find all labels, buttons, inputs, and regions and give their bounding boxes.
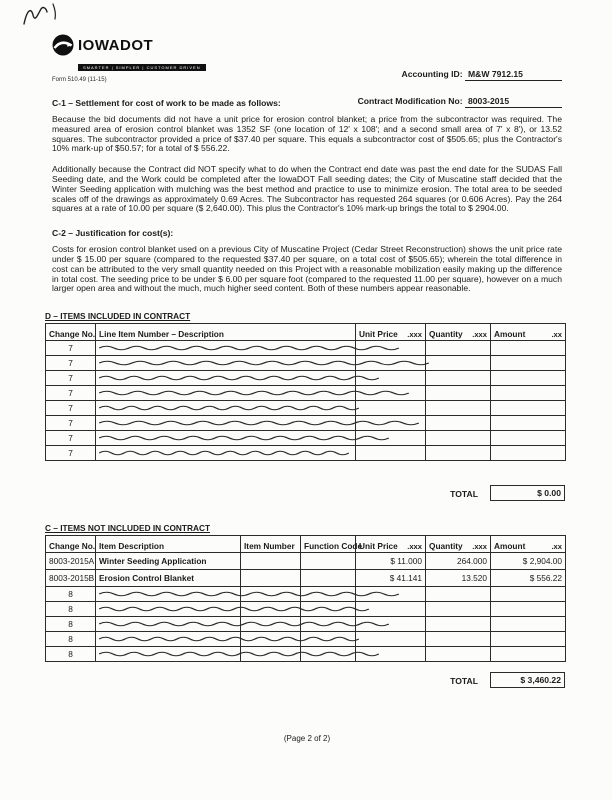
- amount-cell: [491, 416, 566, 431]
- function-code-cell: [301, 587, 356, 602]
- column-header-item-number: Item Number: [241, 536, 301, 553]
- table-row: [46, 553, 566, 570]
- change-no-cell: 7: [46, 446, 96, 461]
- change-no-cell: 8: [46, 647, 96, 662]
- description-cell: [96, 647, 241, 662]
- description-cell: [96, 341, 356, 356]
- unit-price-cell: [356, 356, 426, 371]
- change-no-cell: 8: [46, 617, 96, 632]
- table-d-total-row: [45, 485, 565, 501]
- quantity-cell: [426, 401, 491, 416]
- description-cell: [96, 386, 356, 401]
- description-cell: [96, 602, 241, 617]
- quantity-cell: [426, 416, 491, 431]
- function-code-cell: [301, 602, 356, 617]
- table-d-header-row: [46, 324, 566, 341]
- c1-paragraph-2: Additionally because the Contract did NOT specify what to do when the Contract end date was past the end date for the SUDAS Fall Seeding date, and the Work could be completed after the IowaDOT Fall seeding dates; the City of Muscatine staff decided that the Winter Seeding application with mulching was the best method and practice to use to minimize erosion. The total area to be seeded scales off of the drawings as approximately 0.69 Acres. The Subcontractor has requested 264 squares (or 0.606 Acres). Pay the 264 squares at a rate of 10.00 per square ($ 2,640.00). This plus the Contractor's 10% mark-up brings the total to $ 2904.00.: [52, 164, 562, 214]
- logo-block: [52, 34, 206, 83]
- amount-cell: [491, 647, 566, 662]
- description-cell: [96, 617, 241, 632]
- total-label: TOTAL: [450, 489, 478, 500]
- column-header-item-description: Item Description: [96, 536, 241, 553]
- table-row: [46, 356, 566, 371]
- amount-cell: [491, 386, 566, 401]
- change-no-cell: 8: [46, 587, 96, 602]
- quantity-cell: [426, 647, 491, 662]
- change-no-cell: 7: [46, 416, 96, 431]
- quantity-cell: 13.520: [426, 570, 491, 587]
- description-cell: [96, 587, 241, 602]
- contract-modification-line: [358, 96, 562, 108]
- page-footer: (Page 2 of 2): [283, 734, 331, 744]
- item-number-cell: [241, 570, 301, 587]
- c1-heading-row: [52, 96, 562, 108]
- page-header: [52, 34, 562, 83]
- column-header-amount: Amount .xx: [491, 536, 566, 553]
- quantity-cell: [426, 587, 491, 602]
- c1-heading: C-1 – Settlement for cost of work to be made as follows:: [52, 98, 281, 108]
- column-header-change-no: Change No.: [46, 324, 96, 341]
- function-code-cell: [301, 647, 356, 662]
- unit-price-cell: [356, 632, 426, 647]
- unit-price-cell: [356, 647, 426, 662]
- change-no-cell: 7: [46, 356, 96, 371]
- description-cell: [96, 632, 241, 647]
- table-d-title: D – ITEMS INCLUDED IN CONTRACT: [45, 311, 191, 322]
- description-cell: [96, 401, 356, 416]
- table-c-title: C – ITEMS NOT INCLUDED IN CONTRACT: [45, 523, 211, 534]
- iowa-dot-logo-icon: [52, 34, 74, 56]
- table-row: [46, 386, 566, 401]
- description-cell: [96, 416, 356, 431]
- unit-price-cell: $ 41.141: [356, 570, 426, 587]
- table-d-total-value: $ 0.00: [490, 485, 565, 501]
- quantity-cell: [426, 431, 491, 446]
- amount-cell: [491, 617, 566, 632]
- handwritten-mark: [20, 2, 80, 30]
- table-row: [46, 446, 566, 461]
- brand-tagline: SMARTER | SIMPLER | CUSTOMER DRIVEN: [78, 64, 206, 71]
- column-header-quantity: Quantity .xxx: [426, 324, 491, 341]
- item-number-cell: [241, 647, 301, 662]
- column-header-unit-price: Unit Price .xxx: [356, 536, 426, 553]
- table-row: [46, 401, 566, 416]
- unit-price-cell: [356, 602, 426, 617]
- change-no-cell: 7: [46, 401, 96, 416]
- quantity-cell: [426, 602, 491, 617]
- amount-cell: $ 2,904.00: [491, 553, 566, 570]
- unit-price-cell: [356, 386, 426, 401]
- description-cell: [96, 431, 356, 446]
- item-number-cell: [241, 632, 301, 647]
- unit-price-cell: [356, 587, 426, 602]
- description-cell: [96, 356, 356, 371]
- amount-cell: [491, 401, 566, 416]
- description-cell: Erosion Control Blanket: [96, 570, 241, 587]
- item-number-cell: [241, 553, 301, 570]
- unit-price-cell: [356, 341, 426, 356]
- table-row: [46, 570, 566, 587]
- c2-heading: C-2 – Justification for cost(s):: [52, 228, 174, 239]
- table-row: [46, 341, 566, 356]
- item-number-cell: [241, 587, 301, 602]
- total-label: TOTAL: [450, 676, 478, 687]
- table-row: [46, 602, 566, 617]
- table-c: [45, 535, 566, 662]
- change-no-cell: 7: [46, 386, 96, 401]
- quantity-cell: [426, 446, 491, 461]
- unit-price-cell: [356, 446, 426, 461]
- change-no-cell: 7: [46, 371, 96, 386]
- change-no-cell: 8003-2015B: [46, 570, 96, 587]
- table-row: [46, 371, 566, 386]
- c2-paragraph: Costs for erosion control blanket used on a previous City of Muscatine Project (Cedar Street Reconstruction) shows the unit price rate under $ 15.00 per square (compared to the requested $37.40 per square, on a total cost of $505.65); wherein the total difference in cost can be attributed to the very small quantity needed on this Project with a reasonable mobilization easily making up the difference in total cost. The seeding price to be under $ 6.00 per square foot (compared to the requested 11.00 per square), however on a much larger open area and without the much, much higher seed content. Both of these numbers appear reasonable.: [52, 244, 562, 294]
- table-c-total-row: [45, 672, 565, 688]
- unit-price-cell: [356, 431, 426, 446]
- column-header-quantity: Quantity .xxx: [426, 536, 491, 553]
- description-cell: [96, 446, 356, 461]
- item-number-cell: [241, 602, 301, 617]
- contract-modification-value: 8003-2015: [465, 96, 562, 108]
- column-header-change-no: Change No.: [46, 536, 96, 553]
- change-no-cell: 7: [46, 341, 96, 356]
- amount-cell: [491, 356, 566, 371]
- amount-cell: [491, 446, 566, 461]
- quantity-cell: [426, 341, 491, 356]
- amount-cell: [491, 371, 566, 386]
- unit-price-cell: [356, 371, 426, 386]
- quantity-cell: [426, 371, 491, 386]
- function-code-cell: [301, 553, 356, 570]
- description-cell: [96, 371, 356, 386]
- change-no-cell: 7: [46, 431, 96, 446]
- quantity-cell: [426, 356, 491, 371]
- item-number-cell: [241, 617, 301, 632]
- quantity-cell: 264.000: [426, 553, 491, 570]
- table-row: [46, 431, 566, 446]
- change-no-cell: 8: [46, 632, 96, 647]
- table-row: [46, 647, 566, 662]
- amount-cell: [491, 602, 566, 617]
- column-header-description: Line Item Number – Description: [96, 324, 356, 341]
- brand-name: IOWADOT: [78, 36, 154, 54]
- table-row: [46, 416, 566, 431]
- unit-price-cell: [356, 617, 426, 632]
- table-c-total-value: $ 3,460.22: [490, 672, 565, 688]
- form-number: Form 510.49 (11-15): [52, 77, 107, 83]
- function-code-cell: [301, 570, 356, 587]
- function-code-cell: [301, 617, 356, 632]
- table-row: [46, 632, 566, 647]
- column-header-unit-price: Unit Price .xxx: [356, 324, 426, 341]
- quantity-cell: [426, 632, 491, 647]
- table-row: [46, 617, 566, 632]
- table-row: [46, 587, 566, 602]
- amount-cell: [491, 431, 566, 446]
- table-d: [45, 323, 566, 461]
- accounting-id-value: M&W 7912.15: [465, 69, 562, 81]
- unit-price-cell: $ 11.000: [356, 553, 426, 570]
- amount-cell: [491, 587, 566, 602]
- unit-price-cell: [356, 401, 426, 416]
- c1-paragraph-1: Because the bid documents did not have a unit price for erosion control blanket; a price from the subcontractor was required. The measured area of erosion control blanket was 1352 SF (one location of 12' x 108'; and a second small area of 7' x 8'), or 13.52 squares. The subcontractor provided a price of $37.40 per square. This equals a subcontractor cost of $505.65; plus the Contractor's 10% mark-up of $50.57; for a total of $ 556.22.: [52, 114, 562, 154]
- accounting-id-line: [402, 69, 563, 83]
- unit-price-cell: [356, 416, 426, 431]
- column-header-amount: Amount .xx: [491, 324, 566, 341]
- accounting-id-label: Accounting ID:: [401, 69, 463, 79]
- column-header-function-code: Function Code: [301, 536, 356, 553]
- table-c-header-row: [46, 536, 566, 553]
- amount-cell: [491, 632, 566, 647]
- description-cell: Winter Seeding Application: [96, 553, 241, 570]
- amount-cell: $ 556.22: [491, 570, 566, 587]
- change-no-cell: 8003-2015A: [46, 553, 96, 570]
- change-no-cell: 8: [46, 602, 96, 617]
- quantity-cell: [426, 386, 491, 401]
- quantity-cell: [426, 617, 491, 632]
- function-code-cell: [301, 632, 356, 647]
- amount-cell: [491, 341, 566, 356]
- contract-modification-label: Contract Modification No:: [357, 96, 463, 106]
